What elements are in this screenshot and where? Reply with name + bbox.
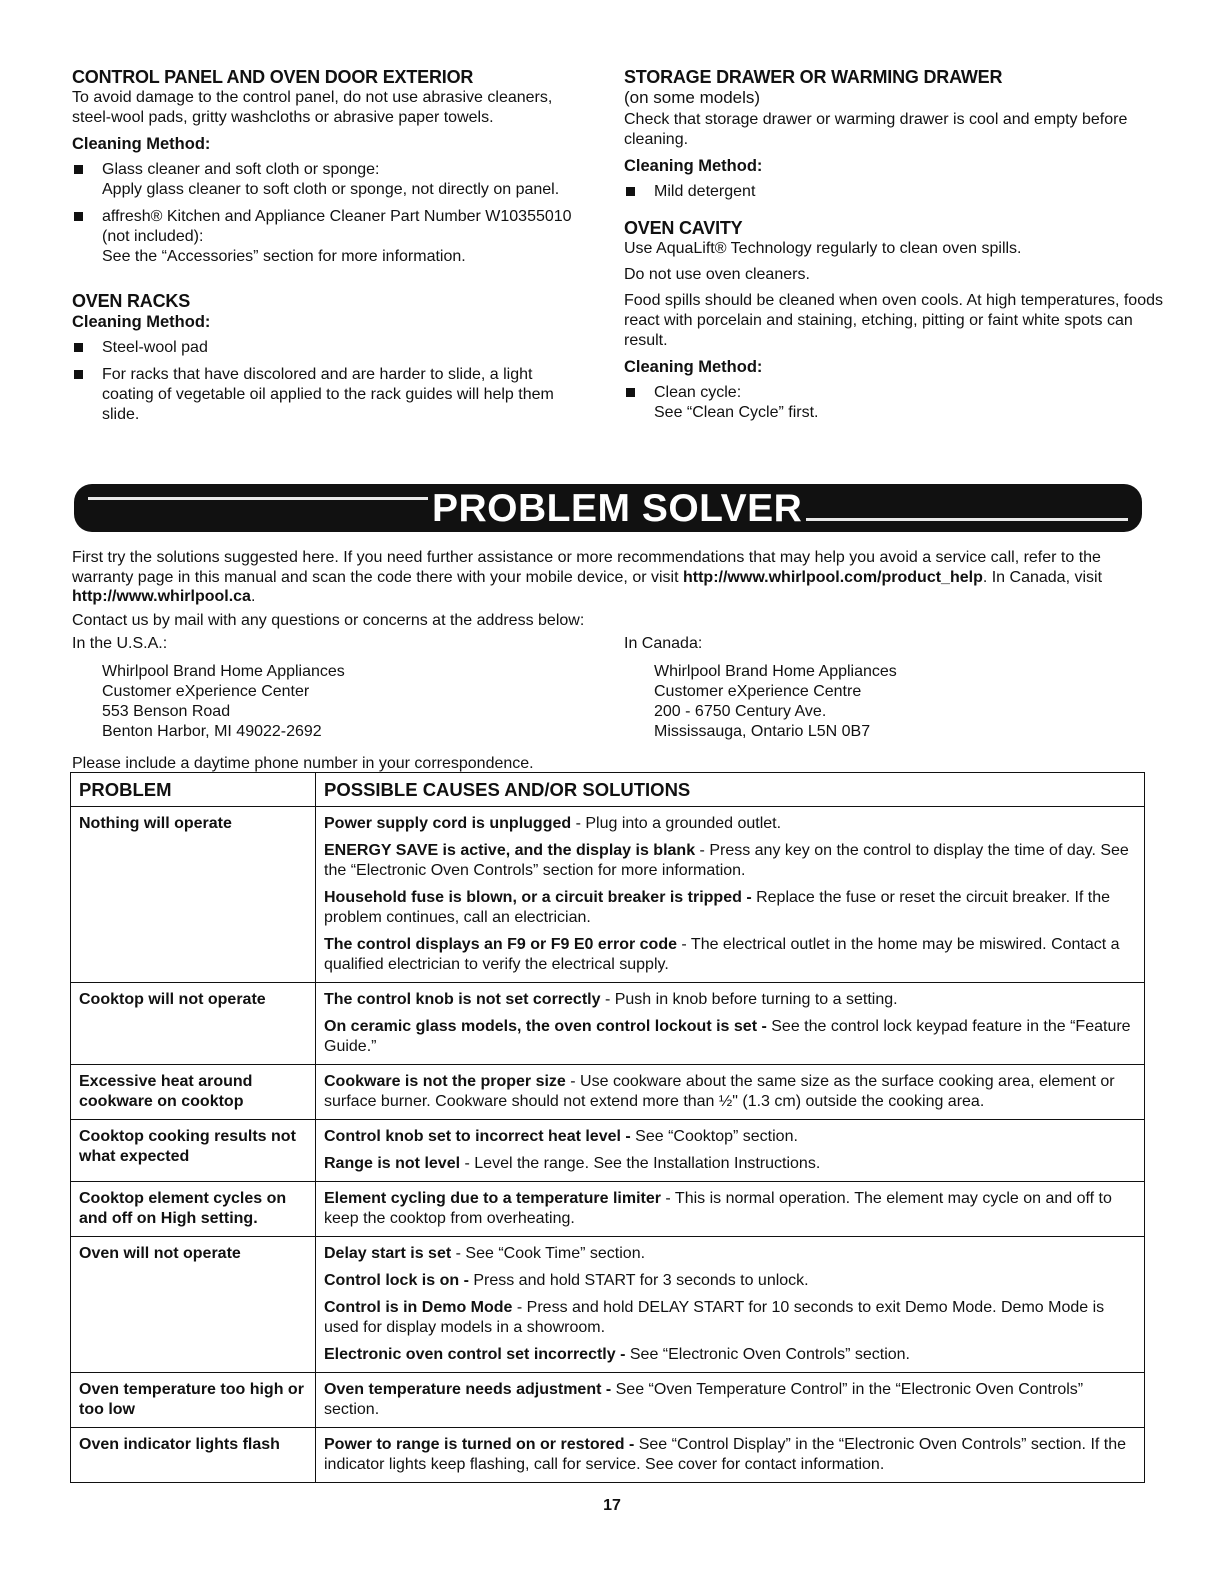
solution-cause: Control lock is on - xyxy=(324,1272,469,1289)
solution-text: - The electrical outlet in the home may be miswired. Contact a qualified electrician to verify the electrical supply. xyxy=(324,936,1120,973)
control-panel-method-list xyxy=(72,160,572,267)
solution-text: See “Control Display” in the “Electronic Oven Controls” section. If the indicator lights keep flashing, call for service. See cover for contact information. xyxy=(324,1436,1127,1473)
left-column xyxy=(72,66,572,432)
solution-text: See the control lock keypad feature in the “Feature Guide.” xyxy=(324,1018,1131,1055)
solutions-cell xyxy=(316,1373,1145,1428)
address-line: 200 - 6750 Century Ave. xyxy=(654,703,827,720)
storage-heading: STORAGE DRAWER OR WARMING DRAWER xyxy=(624,67,1003,87)
solution-item xyxy=(324,990,1136,1010)
address-line: Whirlpool Brand Home Appliances xyxy=(654,663,897,680)
solutions-cell xyxy=(316,1428,1145,1483)
table-row xyxy=(71,1428,1145,1483)
address-line: Benton Harbor, MI 49022-2692 xyxy=(102,723,322,740)
problem-cell: Nothing will operate xyxy=(71,807,316,983)
list-item-line: affresh® Kitchen and Appliance Cleaner Part Number W10355010 (not included): xyxy=(102,208,572,245)
canada-label: In Canada: xyxy=(624,635,703,652)
solution-text: See “Electronic Oven Controls” section. xyxy=(625,1346,910,1363)
list-item: Mild detergent xyxy=(624,182,1164,202)
list-item xyxy=(72,207,572,267)
solution-cause: Oven temperature needs adjustment - xyxy=(324,1381,612,1398)
solution-cause: Power to range is turned on or restored - xyxy=(324,1436,635,1453)
storage-method-list xyxy=(624,182,1164,202)
solution-item xyxy=(324,1298,1136,1338)
solution-item xyxy=(324,888,1136,928)
solution-item xyxy=(324,1271,1136,1291)
usa-address xyxy=(72,634,345,742)
list-item xyxy=(624,383,1164,423)
solution-cause: The control knob is not set correctly xyxy=(324,991,601,1008)
solution-cause: Power supply cord is unplugged xyxy=(324,815,572,832)
intro-section xyxy=(72,548,1152,778)
table-row xyxy=(71,983,1145,1065)
problem-solver-table xyxy=(70,772,1145,1483)
intro-text-mid: . In Canada, visit xyxy=(982,568,1103,586)
solutions-cell xyxy=(316,1065,1145,1120)
intro-paragraph xyxy=(72,548,1152,607)
problem-cell: Cooktop element cycles on and off on High setting. xyxy=(71,1182,316,1237)
solution-text: - Plug into a grounded outlet. xyxy=(571,815,782,832)
solution-cause: On ceramic glass models, the oven control lockout is set - xyxy=(324,1018,767,1035)
table-header-row xyxy=(71,773,1145,807)
solution-cause: Cookware is not the proper size xyxy=(324,1073,566,1090)
solution-item xyxy=(324,1435,1136,1475)
page-number: 17 xyxy=(603,1497,621,1514)
solution-cause: Household fuse is blown, or a circuit breaker is tripped - xyxy=(324,889,752,906)
oven-cavity-method-list xyxy=(624,383,1164,423)
solution-item xyxy=(324,1127,1136,1147)
table-row xyxy=(71,1065,1145,1120)
header-solutions: POSSIBLE CAUSES AND/OR SOLUTIONS xyxy=(316,773,1145,807)
address-line: 553 Benson Road xyxy=(102,703,231,720)
list-item: For racks that have discolored and are harder to slide, a light coating of vegetable oil applied to the rack guides will help them slide. xyxy=(72,365,572,425)
problem-cell: Cooktop cooking results not what expected xyxy=(71,1120,316,1182)
storage-method-label: Cleaning Method: xyxy=(624,157,763,175)
address-line: Mississauga, Ontario L5N 0B7 xyxy=(654,723,871,740)
solution-text: Press and hold START for 3 seconds to unlock. xyxy=(468,1272,809,1289)
solution-text: - Use cookware about the same size as the surface cooking area, element or surface burner. Cookware should not extend more than ½" (1.3 cm) outside the cooking area. xyxy=(324,1073,1115,1110)
usa-label: In the U.S.A.: xyxy=(72,635,168,652)
address-row xyxy=(72,634,1152,754)
table-row xyxy=(71,1120,1145,1182)
oven-racks-method-list xyxy=(72,338,572,425)
solutions-cell xyxy=(316,983,1145,1065)
problem-cell: Oven temperature too high or too low xyxy=(71,1373,316,1428)
problem-cell: Oven indicator lights flash xyxy=(71,1428,316,1483)
storage-text: Check that storage drawer or warming drawer is cool and empty before cleaning. xyxy=(624,111,1128,148)
solution-text: See “Oven Temperature Control” in the “Electronic Oven Controls” section. xyxy=(324,1381,1084,1418)
table-row xyxy=(71,1182,1145,1237)
list-item xyxy=(72,160,572,200)
solution-item xyxy=(324,1189,1136,1229)
address-line: Whirlpool Brand Home Appliances xyxy=(102,663,345,680)
solution-cause: ENERGY SAVE is active, and the display is blank xyxy=(324,842,696,859)
solution-cause: Delay start is set xyxy=(324,1245,452,1262)
phone-note: Please include a daytime phone number in your correspondence. xyxy=(72,755,534,772)
intro-text-end: . xyxy=(250,588,256,605)
list-item-line: Glass cleaner and soft cloth or sponge: xyxy=(102,161,380,178)
table-row xyxy=(71,1373,1145,1428)
solution-item xyxy=(324,1017,1136,1057)
canada-address xyxy=(624,634,897,742)
problem-cell: Excessive heat around cookware on cooktop xyxy=(71,1065,316,1120)
solution-text: Replace the fuse or reset the circuit breaker. If the problem continues, call an electrician. xyxy=(324,889,1111,926)
contact-text: Contact us by mail with any questions or concerns at the address below: xyxy=(72,611,585,629)
header-problem: PROBLEM xyxy=(71,773,316,807)
solutions-cell xyxy=(316,1120,1145,1182)
canada-website-link[interactable]: http://www.whirlpool.ca xyxy=(72,588,251,605)
solution-cause: Electronic oven control set incorrectly - xyxy=(324,1346,626,1363)
intro-text: First try the solutions suggested here. If you need further assistance or more recommendations that may help you avoid a service call, refer to the warranty page in this manual and scan the code there with your mobile device, or visit xyxy=(72,549,1101,586)
control-panel-method-label: Cleaning Method: xyxy=(72,135,211,153)
list-item-line: Apply glass cleaner to soft cloth or sponge, not directly on panel. xyxy=(102,181,560,198)
list-item-line: See “Clean Cycle” first. xyxy=(654,404,819,421)
solution-text: - Push in knob before turning to a setting. xyxy=(600,991,898,1008)
solutions-cell xyxy=(316,1237,1145,1373)
solution-text: - Level the range. See the Installation Instructions. xyxy=(460,1155,821,1172)
problem-solver-banner xyxy=(74,484,1142,532)
banner-title: PROBLEM SOLVER xyxy=(428,486,806,532)
solution-item xyxy=(324,1244,1136,1264)
right-column xyxy=(624,66,1164,430)
address-line: Customer eXperience Centre xyxy=(654,683,862,700)
problem-cell: Cooktop will not operate xyxy=(71,983,316,1065)
solution-cause: Range is not level xyxy=(324,1155,461,1172)
solution-cause: The control displays an F9 or F9 E0 error code xyxy=(324,936,677,953)
solutions-cell xyxy=(316,1182,1145,1237)
solution-item xyxy=(324,1072,1136,1112)
solution-text: - This is normal operation. The element may cycle on and off to keep the cooktop from overheating. xyxy=(324,1190,1112,1227)
list-item-line: Clean cycle: xyxy=(654,384,742,401)
control-panel-text: To avoid damage to the control panel, do not use abrasive cleaners, steel-wool pads, gritty washcloths or abrasive paper towels. xyxy=(72,89,553,126)
solution-cause: Control is in Demo Mode xyxy=(324,1299,513,1316)
solution-text: See “Cooktop” section. xyxy=(630,1128,798,1145)
solution-item xyxy=(324,841,1136,881)
solution-cause: Control knob set to incorrect heat level - xyxy=(324,1128,631,1145)
solution-item xyxy=(324,1380,1136,1420)
table-row xyxy=(71,1237,1145,1373)
list-item-line: See the “Accessories” section for more information. xyxy=(102,248,466,265)
oven-racks-heading: OVEN RACKS xyxy=(72,291,191,311)
oven-cavity-heading: OVEN CAVITY xyxy=(624,218,743,238)
us-website-link[interactable]: http://www.whirlpool.com/product_help xyxy=(683,568,983,586)
solution-item xyxy=(324,814,1136,834)
oven-cavity-p1: Use AquaLift® Technology regularly to clean oven spills. xyxy=(624,240,1022,257)
solution-item xyxy=(324,1154,1136,1174)
list-item: Steel-wool pad xyxy=(72,338,572,358)
oven-cavity-p2: Do not use oven cleaners. xyxy=(624,266,810,283)
solution-cause: Element cycling due to a temperature limiter xyxy=(324,1190,661,1207)
table-row xyxy=(71,807,1145,983)
solution-item xyxy=(324,1345,1136,1365)
control-panel-heading: CONTROL PANEL AND OVEN DOOR EXTERIOR xyxy=(72,67,474,87)
oven-cavity-method-label: Cleaning Method: xyxy=(624,358,763,376)
solutions-cell xyxy=(316,807,1145,983)
problem-cell: Oven will not operate xyxy=(71,1237,316,1373)
oven-racks-method-label: Cleaning Method: xyxy=(72,313,211,331)
solution-text: - See “Cook Time” section. xyxy=(451,1245,646,1262)
oven-cavity-p3: Food spills should be cleaned when oven cools. At high temperatures, foods react with porcelain and staining, etching, pitting or faint white spots can result. xyxy=(624,292,1163,349)
solution-text: - Press and hold DELAY START for 10 seconds to exit Demo Mode. Demo Mode is used for display models in a showroom. xyxy=(324,1299,1105,1336)
address-line: Customer eXperience Center xyxy=(102,683,310,700)
solution-text: - Press any key on the control to display the time of day. See the “Electronic Oven Controls” section for more information. xyxy=(324,842,1129,879)
storage-subheading: (on some models) xyxy=(624,88,761,107)
solution-item xyxy=(324,935,1136,975)
